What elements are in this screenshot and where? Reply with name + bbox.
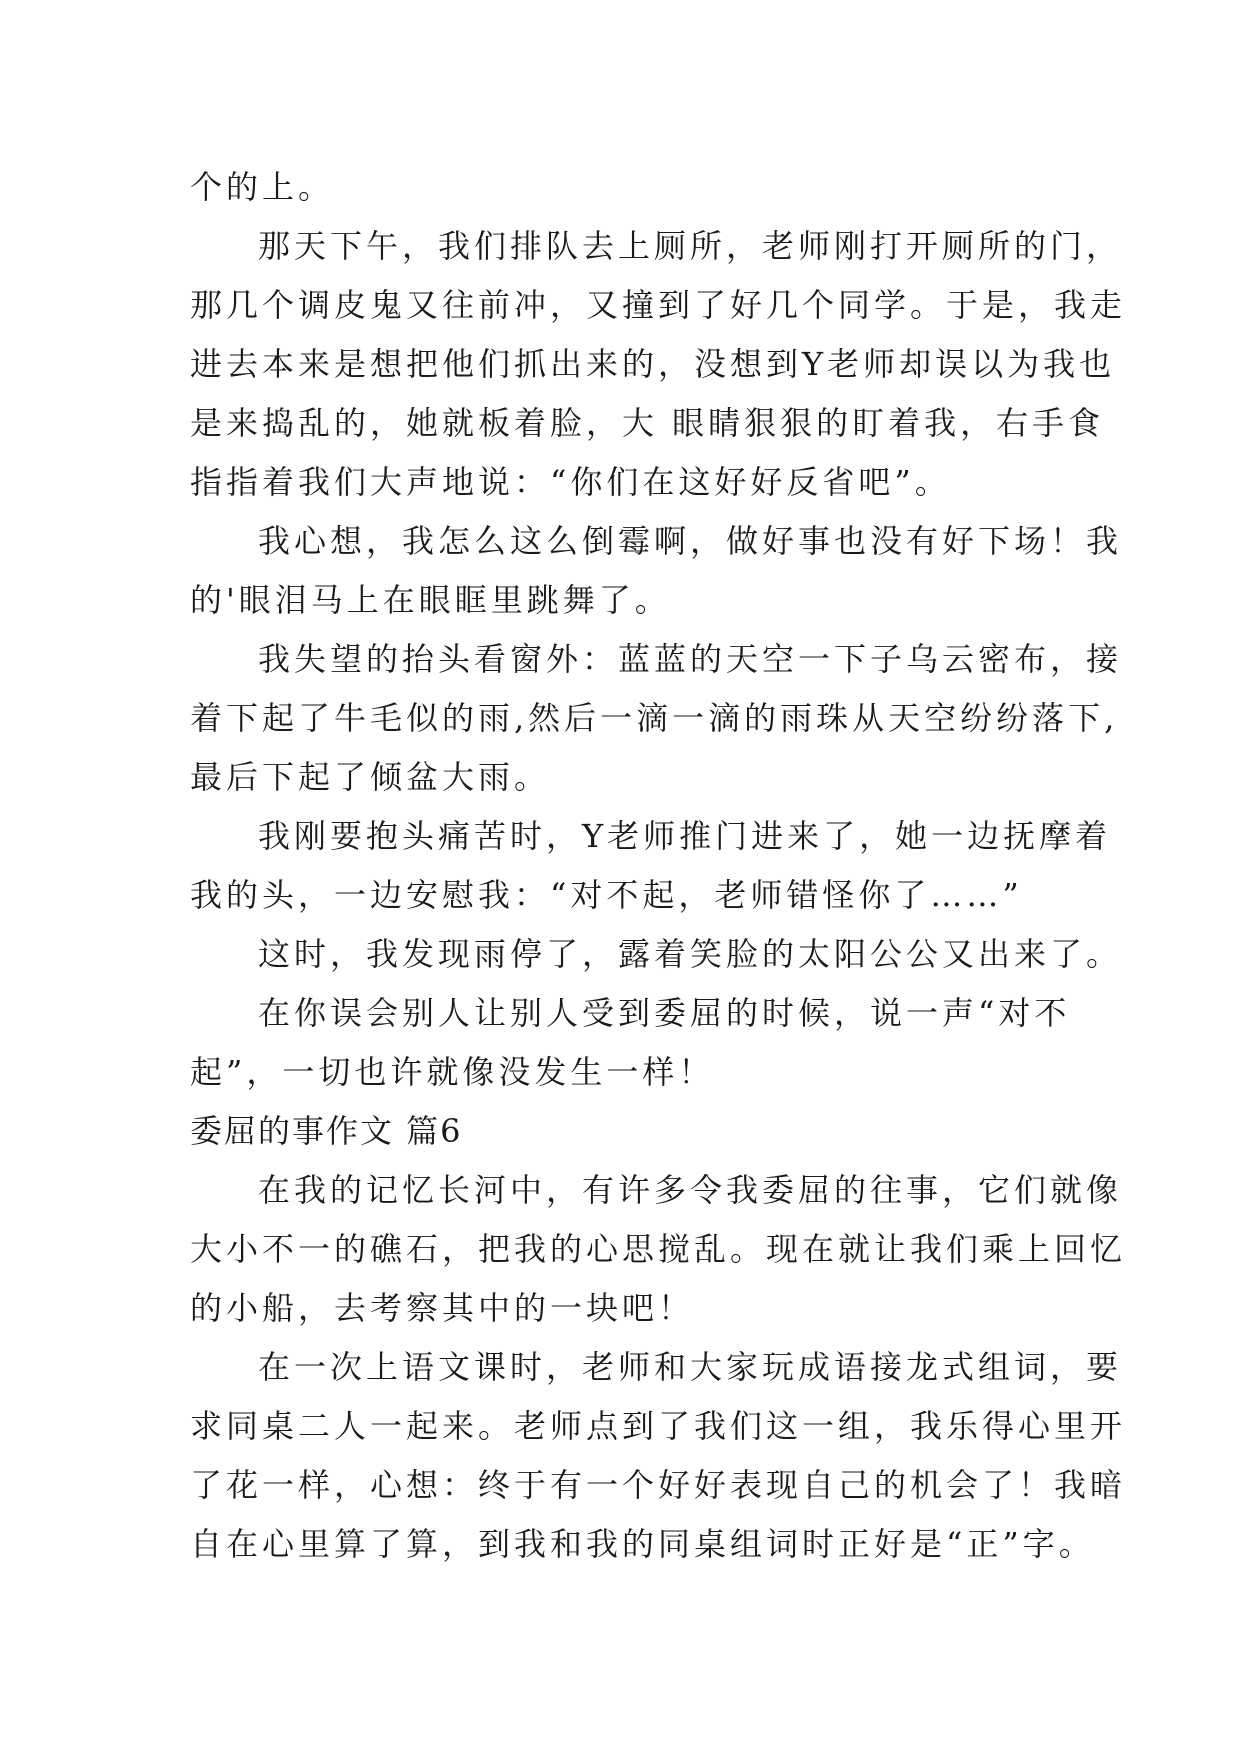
paragraph-line: 在我的记忆长河中，有许多令我委屈的往事，它们就像 bbox=[258, 1171, 1123, 1209]
text-line: 指指着我们大声地说：“你们在这好好反省吧”。 bbox=[190, 463, 951, 501]
document-body bbox=[190, 158, 1127, 1574]
text-line: 的'眼泪马上在眼眶里跳舞了。 bbox=[190, 581, 671, 619]
paragraph-line: 我刚要抱头痛苦时，Y老师推门进来了，她一边抚摩着 bbox=[258, 817, 1112, 855]
text-line: 个的上。 bbox=[190, 168, 335, 206]
text-line: 了花一样，心想：终于有一个好好表现自己的机会了！我暗 bbox=[190, 1466, 1127, 1504]
text-line: 大小不一的礁石，把我的心思搅乱。现在就让我们乘上回忆 bbox=[190, 1230, 1127, 1268]
section-heading: 委屈的事作文 篇6 bbox=[190, 1112, 463, 1150]
text-line: 的小船，去考察其中的一块吧！ bbox=[190, 1289, 695, 1327]
text-line: 着下起了牛毛似的雨,然后一滴一滴的雨珠从天空纷纷落下, bbox=[190, 699, 1119, 737]
text-line: 那几个调皮鬼又往前冲，又撞到了好几个同学。于是，我走 bbox=[190, 286, 1127, 324]
paragraph-line: 我失望的抬头看窗外：蓝蓝的天空一下子乌云密布，接 bbox=[258, 640, 1123, 678]
paragraph-line: 在你误会别人让别人受到委屈的时候，说一声“对不 bbox=[258, 994, 1071, 1032]
text-line: 我的头，一边安慰我：“对不起，老师错怪你了……” bbox=[190, 876, 1023, 914]
text-line: 是来捣乱的，她就板着脸，大 眼睛狠狠的盯着我，右手食 bbox=[190, 404, 1105, 442]
text-line: 进去本来是想把他们抓出来的，没想到Y老师却误以为我也 bbox=[190, 345, 1116, 383]
paragraph-line: 在一次上语文课时，老师和大家玩成语接龙式组词，要 bbox=[258, 1348, 1123, 1386]
text-line: 最后下起了倾盆大雨。 bbox=[190, 758, 551, 796]
paragraph-line: 我心想，我怎么这么倒霉啊，做好事也没有好下场！我 bbox=[258, 522, 1123, 560]
paragraph-line: 这时，我发现雨停了，露着笑脸的太阳公公又出来了。 bbox=[258, 935, 1123, 973]
paragraph-line: 那天下午，我们排队去上厕所，老师刚打开厕所的门， bbox=[258, 227, 1123, 265]
text-line: 求同桌二人一起来。老师点到了我们这一组，我乐得心里开 bbox=[190, 1407, 1127, 1445]
text-line: 自在心里算了算，到我和我的同桌组词时正好是“正”字。 bbox=[190, 1525, 1095, 1563]
text-line: 起”，一切也许就像没发生一样！ bbox=[190, 1053, 715, 1091]
